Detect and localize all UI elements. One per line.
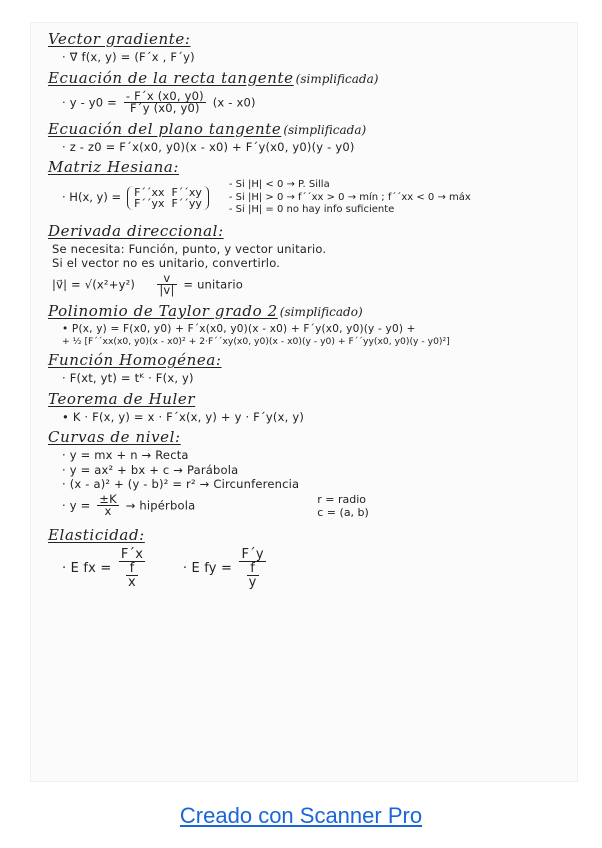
homogeneous-heading: Función Homogénea:	[48, 351, 222, 370]
hyperbola-lhs: · y =	[62, 498, 95, 513]
nested-fraction	[126, 562, 138, 589]
section-elasticity	[48, 525, 538, 590]
level-curves-body	[48, 447, 538, 521]
fraction-numerator: F´y	[241, 546, 264, 562]
fraction-denominator: x	[128, 574, 136, 590]
hessian-note: - Si |H| = 0 no hay info suficiente	[228, 204, 395, 215]
tangent-line-rhs: (x - x0)	[212, 95, 256, 109]
fraction-denominator	[119, 562, 145, 589]
fraction-numerator: ±K	[99, 491, 117, 506]
section-hessian	[48, 160, 538, 217]
level-curves-list	[48, 447, 299, 521]
tangent-line-formula	[62, 88, 538, 115]
elasticity-formulas	[62, 548, 538, 589]
hessian-matrix	[127, 186, 209, 210]
tangent-line-heading: Ecuación de la recta tangente	[48, 68, 294, 87]
matrix-cell: F´´xy	[171, 185, 202, 199]
hessian-row	[62, 179, 538, 217]
euler-formula: • K · F(x, y) = x · F´x(x, y) + y · F´y(x, y)	[62, 409, 305, 424]
handwritten-notes	[48, 32, 538, 596]
curve-parabola: · y = ax² + bx + c → Parábola	[62, 462, 239, 477]
section-tangent-plane	[48, 119, 538, 154]
curve-hyperbola	[62, 491, 299, 519]
unit-label: = unitario	[183, 277, 243, 291]
elasticity-y-fraction	[239, 548, 265, 589]
section-directional	[48, 221, 538, 297]
hessian-notes	[229, 179, 471, 217]
tangent-line-fraction	[124, 88, 206, 115]
hessian-note: - Si |H| > 0 → f´´xx > 0 → mín ; f´´xx < 0 → máx	[228, 191, 471, 203]
directional-line: Si el vector no es unitario, convertirlo.	[52, 256, 281, 270]
taylor-heading: Polinomio de Taylor grado 2	[48, 301, 278, 320]
directional-heading: Derivada direccional:	[48, 221, 224, 240]
fraction-numerator: f	[126, 562, 138, 576]
matrix-cell: F´´xx	[134, 185, 165, 199]
fraction-numerator: v	[157, 273, 176, 286]
fraction-denominator: x	[104, 504, 112, 519]
curve-line: · y = mx + n → Recta	[62, 448, 189, 463]
matrix-cell: F´´yy	[171, 196, 202, 210]
elasticity-x-fraction	[119, 548, 145, 589]
hessian-note: - Si |H| < 0 → P. Silla	[228, 179, 330, 190]
fraction-denominator: |v|	[159, 283, 175, 297]
directional-unit-formula	[52, 270, 538, 297]
section-homogeneous	[48, 353, 538, 385]
directional-line: Se necesita: Función, punto, y vector unitario.	[52, 241, 327, 256]
section-euler	[48, 389, 538, 424]
elasticity-heading: Elasticidad:	[48, 525, 145, 544]
taylor-suffix: (simplificado)	[279, 304, 363, 319]
fraction-denominator	[239, 562, 265, 589]
section-taylor	[48, 301, 538, 347]
level-curves-heading: Curvas de nivel:	[48, 428, 181, 447]
tangent-plane-suffix: (simplificada)	[283, 122, 367, 137]
gradient-heading: Vector gradiente:	[48, 30, 191, 48]
fraction-numerator: F´x	[120, 546, 144, 562]
tangent-line-lhs: · y - y0 =	[62, 95, 121, 109]
homogeneous-formula: · F(xt, yt) = tᴷ · F(x, y)	[62, 371, 194, 386]
hessian-lhs: · H(x, y) =	[62, 190, 122, 204]
section-tangent-line	[48, 68, 538, 115]
circle-notes	[317, 493, 369, 519]
fraction-numerator: f	[247, 562, 259, 576]
center-note: c = (a, b)	[317, 506, 369, 520]
vector-magnitude: |v⃗| = √(x²+y²)	[52, 277, 136, 291]
taylor-formula-line: • P(x, y) = F(x0, y0) + F´x(x0, y0)(x - x0) + F´y(x0, y0)(y - y0) +	[62, 322, 416, 335]
elasticity-x-lhs: · E fx =	[62, 560, 112, 576]
taylor-formula-line: + ½ [F´´xx(x0, y0)(x - x0)² + 2·F´´xy(x0, y0)(x - x0)(y - y0) + F´´yy(x0, y0)(y - y0)²]	[62, 336, 450, 347]
hessian-heading: Matriz Hesiana:	[48, 158, 180, 176]
curve-circle: · (x - a)² + (y - b)² = r² → Circunferencia	[62, 477, 300, 492]
fraction-denominator: y	[248, 574, 257, 590]
gradient-formula: · ∇⃗ f(x, y) = (F´x , F´y)	[62, 50, 195, 64]
radius-note: r = radio	[317, 493, 367, 507]
unit-fraction	[157, 270, 176, 297]
section-level-curves	[48, 430, 538, 521]
scanner-pro-link[interactable]: Creado con Scanner Pro	[179, 803, 423, 828]
hyperbola-label: → hipérbola	[125, 498, 196, 513]
tangent-plane-formula: · z - z0 = F´x(x0, y0)(x - x0) + F´y(x0, y0)(y - y0)	[62, 139, 355, 154]
euler-heading: Teorema de Huler	[48, 389, 196, 408]
fraction-denominator: F´y (x0, y0)	[129, 101, 200, 115]
matrix-cell: F´´yx	[134, 196, 165, 210]
section-gradient	[48, 32, 538, 64]
elasticity-y-lhs: · E fy =	[182, 560, 233, 576]
tangent-plane-heading: Ecuación del plano tangente	[48, 119, 282, 138]
fraction-numerator: - F´x (x0, y0)	[125, 88, 204, 103]
hyperbola-fraction	[97, 491, 119, 519]
tangent-line-suffix: (simplificada)	[295, 71, 379, 86]
nested-fraction	[247, 562, 259, 589]
